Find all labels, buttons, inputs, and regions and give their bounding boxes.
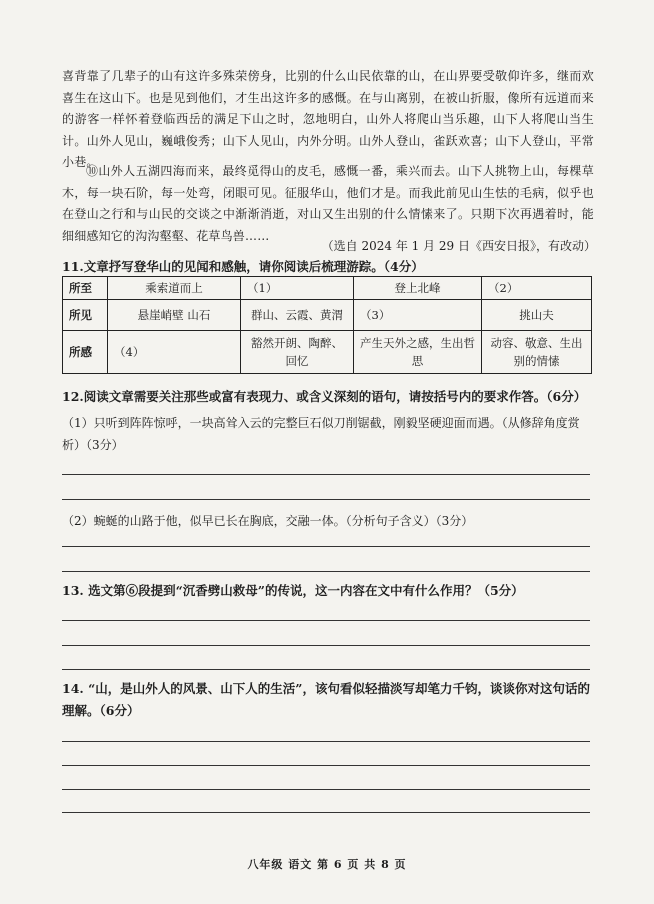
question-11-prompt: 11.文章抒写登华山的见闻和感触，请你阅读后梳理游踪。（4分） [62,259,424,274]
passage-paragraph-1: 喜背靠了几辈子的山有这许多殊荣傍身，比别的什么山民依靠的山，在山界要受敬仰许多，继而欢喜生在这山下。也是见到他们，才生出这许多的感慨。在与山离别，在被山折服，像所有远道而来的游客一样怀着登临西岳的满足下山之时，忽地明白，山外人将爬山当乐趣，山下人将爬山当生计。山外人见山，巍峨俊秀；山下人见山，内外分明。山外人登山，雀跃欢喜；山下人登山，平常小巷。 [62,69,594,169]
table-cell: 群山、云霞、黄渭 [241,300,354,331]
passage-paragraph-10: ⑩山外人五湖四海而来，最终觅得山的皮毛，感慨一番，乘兴而去。山下人挑物上山，每棵草木，每一块石阶，每一处弯，闭眼可见。征服华山，他们才是。而我此前见山生怯的毛病，似乎也在登山之行和与山民的交谈之中渐渐消逝，对山又生出别的什么情愫来了。只期下次再遇着时，能细细感知它的沟沟壑壑、花草鸟兽…… [62,164,594,243]
question-14-prompt: 14. “山，是山外人的风景、山下人的生活”，该句看似轻描淡写却笔力千钧，谈谈你对这句话的理解。（6分） [62,681,590,718]
table-row [63,331,592,374]
answer-line[interactable] [62,546,590,547]
table-row [63,277,592,300]
table-cell: 产生天外之感，生出哲思 [354,331,482,374]
table-cell: 登上北峰 [354,277,482,300]
answer-line[interactable] [62,789,590,790]
table-cell: 乘索道而上 [108,277,241,300]
answer-line[interactable] [62,499,590,500]
question-12-sub-2: （2）蜿蜒的山路于他，似早已长在胸底，交融一体。（分析句子含义）（3分） [62,514,474,528]
row-header: 所至 [63,277,108,300]
table-cell: 豁然开朗、陶醉、回忆 [241,331,354,374]
table-row [63,300,592,331]
answer-line[interactable] [62,765,590,766]
answer-blank-1[interactable]: （1） [241,277,354,300]
question-12-sub-1: （1）只听到阵阵惊呼，一块高耸入云的完整巨石似刀削锯截，刚毅坚硬迎面而遇。（从修辞角度赏析）（3分） [62,416,580,452]
table-cell: 挑山夫 [482,300,592,331]
answer-line[interactable] [62,669,590,670]
row-header: 所感 [63,331,108,374]
answer-line[interactable] [62,812,590,813]
table-cell: 悬崖峭壁 山石 [108,300,241,331]
answer-blank-3[interactable]: （3） [354,300,482,331]
question-12-prompt: 12.阅读文章需要关注那些或富有表现力、或含义深刻的语句，请按括号内的要求作答。（6分） [62,389,587,404]
answer-line[interactable] [62,620,590,621]
answer-blank-2[interactable]: （2） [482,277,592,300]
answer-line[interactable] [62,645,590,646]
answer-line[interactable] [62,571,590,572]
answer-line[interactable] [62,741,590,742]
page-footer: 八年级 语文 第 6 页 共 8 页 [247,858,407,871]
itinerary-table [62,276,592,374]
answer-line[interactable] [62,474,590,475]
question-13-prompt: 13. 选文第⑥段提到“沉香劈山救母”的传说，这一内容在文中有什么作用？（5分） [62,583,524,598]
passage-source: （选自 2024 年 1 月 29 日《西安日报》，有改动） [321,239,596,253]
row-header: 所见 [63,300,108,331]
answer-blank-4[interactable]: （4） [108,331,241,374]
table-cell: 动容、敬意、生出别的情愫 [482,331,592,374]
